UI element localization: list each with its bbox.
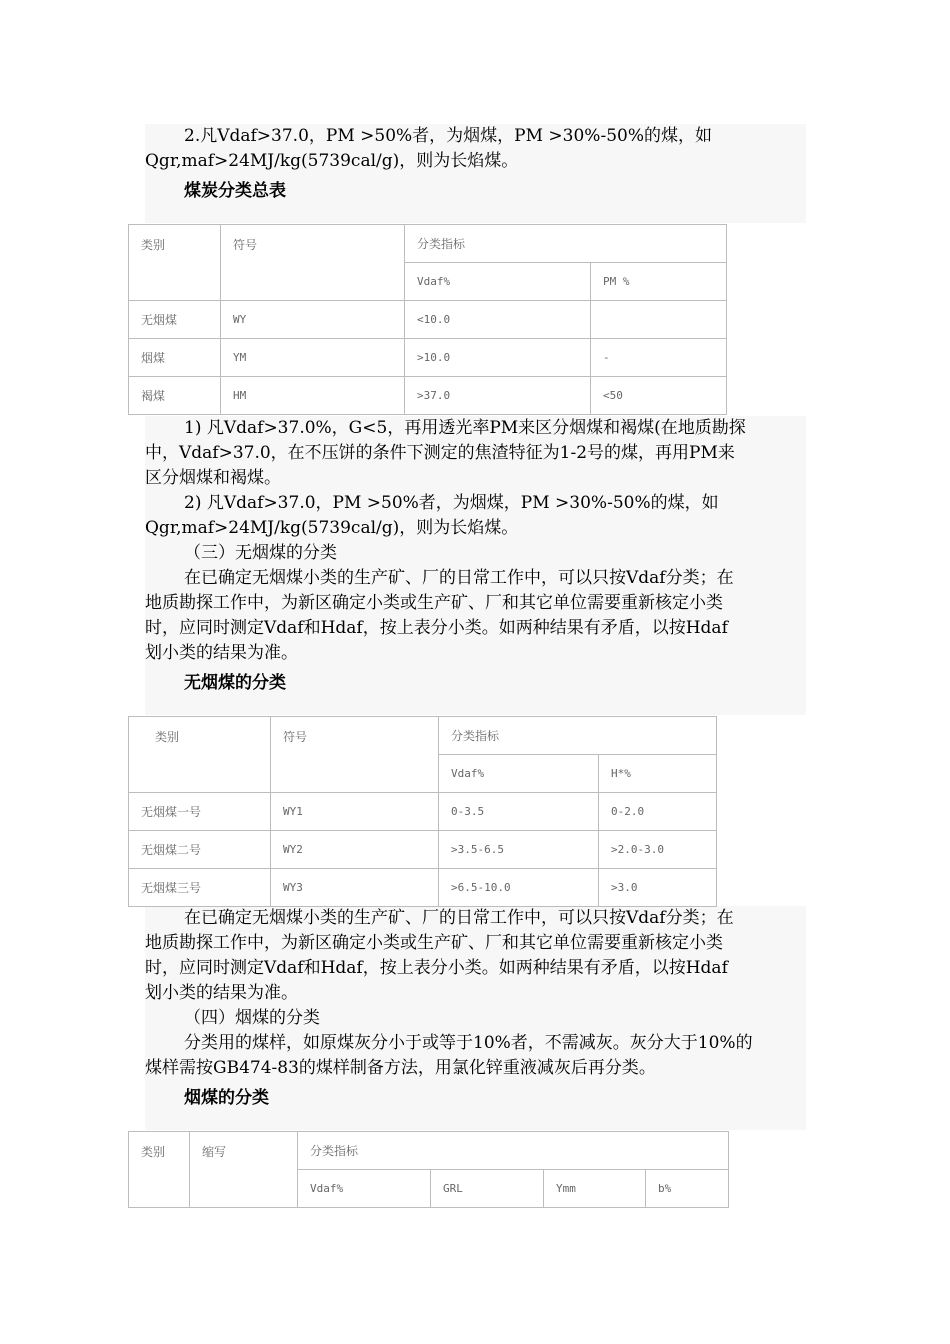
section-title: （四）烟煤的分类 xyxy=(184,1008,320,1028)
table-row xyxy=(129,869,717,907)
table-row xyxy=(129,301,727,339)
cell-h: >2.0-3.0 xyxy=(599,831,717,869)
header-index: 分类指标 xyxy=(405,225,727,263)
cell-name: 无烟煤三号 xyxy=(129,869,271,907)
table-row xyxy=(129,377,727,415)
header-b: b% xyxy=(646,1170,729,1208)
paragraph-line: 区分烟煤和褐煤。 xyxy=(145,468,281,488)
cell-vdaf: >6.5-10.0 xyxy=(439,869,599,907)
paragraph-line: 地质勘探工作中，为新区确定小类或生产矿、厂和其它单位需要重新核定小类 xyxy=(145,933,723,953)
paragraph-line: 划小类的结果为准。 xyxy=(145,983,298,1003)
header-abbr: 缩写 xyxy=(190,1132,298,1208)
cell-name: 褐煤 xyxy=(129,377,221,415)
cell-vdaf: <10.0 xyxy=(405,301,591,339)
header-symbol: 符号 xyxy=(271,717,439,793)
header-pm: PM % xyxy=(591,263,727,301)
paragraph-line: 1) 凡Vdaf>37.0%，G<5，再用透光率PM来区分烟煤和褐煤(在地质勘探 xyxy=(184,418,746,438)
table-heading-summary: 煤炭分类总表 xyxy=(184,181,286,201)
paragraph-line: 时，应同时测定Vdaf和Hdaf，按上表分小类。如两种结果有矛盾，以按Hdaf xyxy=(145,958,728,978)
table-row xyxy=(129,793,717,831)
table-heading-anthracite: 无烟煤的分类 xyxy=(184,673,286,693)
header-vdaf: Vdaf% xyxy=(405,263,591,301)
cell-vdaf: 0-3.5 xyxy=(439,793,599,831)
table-heading-bituminous: 烟煤的分类 xyxy=(184,1088,269,1108)
cell-pm: - xyxy=(591,339,727,377)
paragraph-line: Qgr,maf>24MJ/kg(5739cal/g)，则为长焰煤。 xyxy=(145,151,519,171)
header-ymm: Ymm xyxy=(544,1170,646,1208)
paragraph-line: 2.凡Vdaf>37.0，PM >50%者，为烟煤，PM >30%-50%的煤，如 xyxy=(184,126,712,146)
header-category: 类别 xyxy=(129,1132,190,1208)
paragraph-line: 在已确定无烟煤小类的生产矿、厂的日常工作中，可以只按Vdaf分类；在 xyxy=(184,908,734,928)
paragraph-line: Qgr,maf>24MJ/kg(5739cal/g)，则为长焰煤。 xyxy=(145,518,519,538)
paragraph-line: 中，Vdaf>37.0，在不压饼的条件下测定的焦渣特征为1-2号的煤，再用PM来 xyxy=(145,443,735,463)
cell-symbol: YM xyxy=(221,339,405,377)
paragraph-line: 在已确定无烟煤小类的生产矿、厂的日常工作中，可以只按Vdaf分类；在 xyxy=(184,568,734,588)
paragraph-line: 划小类的结果为准。 xyxy=(145,643,298,663)
cell-symbol: HM xyxy=(221,377,405,415)
header-category: 类别 xyxy=(129,225,221,301)
paragraph-line: 时，应同时测定Vdaf和Hdaf，按上表分小类。如两种结果有矛盾，以按Hdaf xyxy=(145,618,728,638)
paragraph-line: 2) 凡Vdaf>37.0，PM >50%者，为烟煤，PM >30%-50%的煤，如 xyxy=(184,493,719,513)
cell-symbol: WY2 xyxy=(271,831,439,869)
cell-pm: <50 xyxy=(591,377,727,415)
section-title: （三）无烟煤的分类 xyxy=(184,543,337,563)
cell-h: 0-2.0 xyxy=(599,793,717,831)
cell-name: 烟煤 xyxy=(129,339,221,377)
cell-pm xyxy=(591,301,727,339)
table-row xyxy=(129,339,727,377)
header-symbol: 符号 xyxy=(221,225,405,301)
coal-classification-summary-table xyxy=(128,224,727,415)
table-row xyxy=(129,831,717,869)
cell-h: >3.0 xyxy=(599,869,717,907)
header-grl: GRL xyxy=(431,1170,544,1208)
header-category: 类别 xyxy=(129,717,271,793)
cell-name: 无烟煤 xyxy=(129,301,221,339)
header-vdaf: Vdaf% xyxy=(439,755,599,793)
bituminous-classification-table xyxy=(128,1131,729,1208)
cell-symbol: WY3 xyxy=(271,869,439,907)
cell-symbol: WY1 xyxy=(271,793,439,831)
cell-name: 无烟煤二号 xyxy=(129,831,271,869)
header-index: 分类指标 xyxy=(439,717,717,755)
cell-vdaf: >3.5-6.5 xyxy=(439,831,599,869)
paragraph-line: 地质勘探工作中，为新区确定小类或生产矿、厂和其它单位需要重新核定小类 xyxy=(145,593,723,613)
paragraph-line: 煤样需按GB474-83的煤样制备方法，用氯化锌重液减灰后再分类。 xyxy=(145,1058,656,1078)
header-h: H*% xyxy=(599,755,717,793)
header-index: 分类指标 xyxy=(298,1132,729,1170)
cell-vdaf: >10.0 xyxy=(405,339,591,377)
anthracite-classification-table xyxy=(128,716,717,907)
cell-symbol: WY xyxy=(221,301,405,339)
cell-name: 无烟煤一号 xyxy=(129,793,271,831)
cell-vdaf: >37.0 xyxy=(405,377,591,415)
paragraph-line: 分类用的煤样，如原煤灰分小于或等于10%者，不需减灰。灰分大于10%的 xyxy=(184,1033,753,1053)
header-vdaf: Vdaf% xyxy=(298,1170,431,1208)
